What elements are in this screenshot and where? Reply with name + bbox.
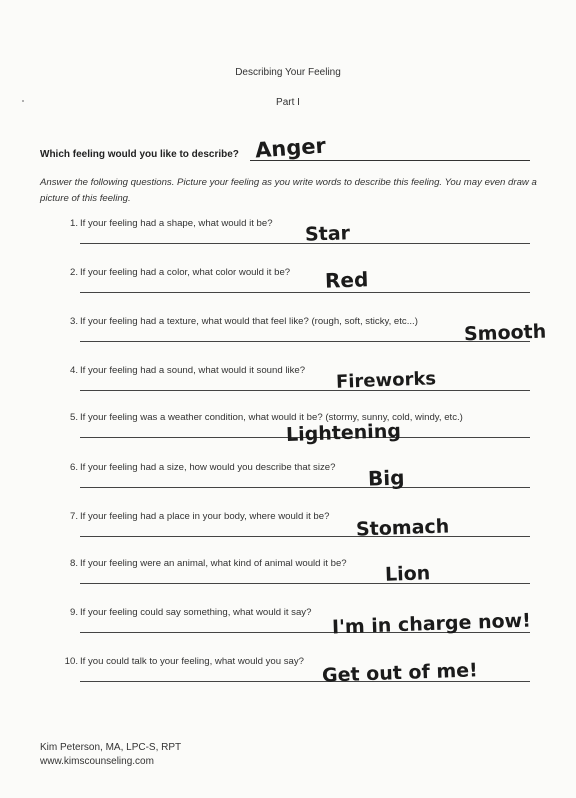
- question-text: If your feeling had a color, what color would it be?: [80, 267, 291, 278]
- which-feeling-line: [250, 160, 530, 161]
- handwritten-answer-8: Lion: [384, 562, 431, 586]
- question-text: If your feeling was a weather condition, what would it be? (stormy, sunny, cold, windy, etc.): [80, 412, 463, 423]
- answer-line: [80, 341, 530, 342]
- answer-line: [80, 583, 530, 584]
- question-text: If your feeling had a place in your body, where would it be?: [80, 511, 330, 522]
- handwritten-answer-2: Red: [324, 267, 369, 293]
- which-feeling-label: Which feeling would you like to describe?: [40, 149, 239, 160]
- question-1: [60, 218, 530, 246]
- answer-line: [80, 292, 530, 293]
- question-number: 10.: [64, 656, 78, 667]
- question-text: If your feeling could say something, what would it say?: [80, 607, 312, 618]
- worksheet-title: Describing Your Feeling: [235, 67, 341, 78]
- question-number: 8.: [69, 558, 78, 569]
- handwritten-answer-5: Lightening: [285, 420, 402, 446]
- question-text: If your feeling had a texture, what would that feel like? (rough, soft, sticky, etc...): [80, 316, 418, 327]
- question-number: 1.: [69, 218, 78, 229]
- instructions-text: Answer the following questions. Picture your feeling as you write words to describe this feeling. You may even draw a picture of this feeling.: [40, 177, 537, 204]
- question-6: [60, 462, 530, 490]
- question-4: [60, 365, 530, 393]
- handwritten-answer-7: Stomach: [355, 515, 450, 541]
- question-text: If you could talk to your feeling, what would you say?: [80, 656, 304, 667]
- question-number: 2.: [69, 267, 78, 278]
- answer-line: [80, 536, 530, 537]
- worksheet-part: Part I: [276, 97, 300, 108]
- question-3: [60, 316, 530, 344]
- footer: [40, 741, 181, 769]
- question-text: If your feeling had a size, how would you describe that size?: [80, 462, 336, 473]
- handwritten-answer-3: Smooth: [463, 320, 547, 346]
- question-2: [60, 267, 530, 295]
- question-text: If your feeling were an animal, what kind of animal would it be?: [80, 558, 347, 569]
- handwritten-answer-9: I'm in charge now!: [331, 609, 532, 639]
- footer-website: www.kimscounseling.com: [40, 756, 154, 767]
- question-text: If your feeling had a sound, what would it sound like?: [80, 365, 306, 376]
- answer-line: [80, 487, 530, 488]
- handwritten-answer-4: Fireworks: [335, 368, 437, 393]
- question-7: [60, 511, 530, 539]
- question-number: 6.: [69, 462, 78, 473]
- question-number: 3.: [69, 316, 78, 327]
- question-8: [60, 558, 530, 586]
- question-number: 9.: [69, 607, 78, 618]
- handwritten-answer-6: Big: [367, 465, 405, 491]
- footer-author: Kim Peterson, MA, LPC-S, RPT: [40, 742, 182, 753]
- question-text: If your feeling had a shape, what would it be?: [80, 218, 273, 229]
- handwritten-answer-10: Get out of me!: [321, 659, 479, 687]
- answer-line: [80, 390, 530, 391]
- question-number: 7.: [69, 511, 78, 522]
- handwritten-feeling-answer: Anger: [254, 133, 327, 163]
- handwritten-answer-1: Star: [304, 222, 351, 246]
- question-number: 5.: [69, 412, 78, 423]
- question-number: 4.: [69, 365, 78, 376]
